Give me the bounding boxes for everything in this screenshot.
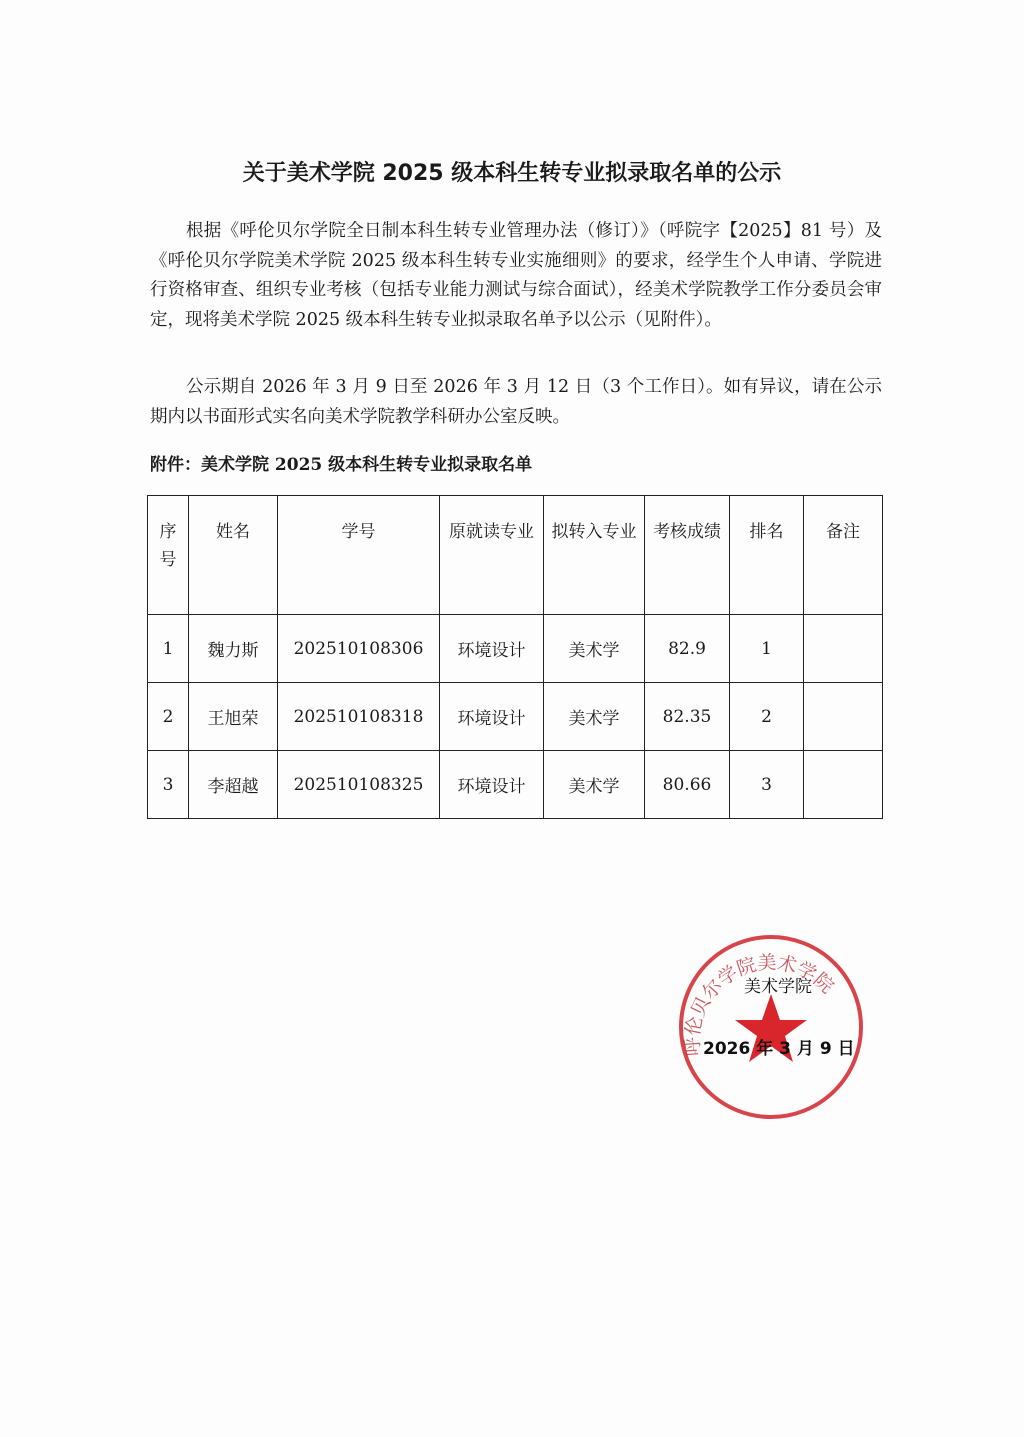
cell-target-major: 美术学: [544, 683, 645, 751]
cell-remarks: [804, 615, 883, 683]
header-student-id: 学号: [278, 496, 440, 615]
attachment-label: 附件：美术学院 2025 级本科生转专业拟录取名单: [150, 455, 533, 475]
cell-index: 2: [148, 683, 189, 751]
header-score: 考核成绩: [645, 496, 730, 615]
cell-original-major: 环境设计: [440, 683, 544, 751]
paragraph-basis: 根据《呼伦贝尔学院全日制本科生转专业管理办法（修订）》（呼院字【2025】81 号）及《呼伦贝尔学院美术学院 2025 级本科生转专业实施细则》的要求，经学生个人申请、学院进行资格审查、组织专业考核（包括专业能力测试与综合面试），经美术学院教学工作分委员会审定，现将美术学院 2025 级本科生转专业拟录取名单予以公示（见附件）。: [150, 221, 882, 330]
table-row: [148, 751, 883, 819]
page-title: 关于美术学院 2025 级本科生转专业拟录取名单的公示: [242, 161, 782, 186]
cell-rank: 3: [730, 751, 804, 819]
signature-date: 2026 年 3 月 9 日: [703, 1039, 855, 1059]
cell-name: 李超越: [189, 751, 278, 819]
official-seal: [676, 932, 866, 1122]
header-rank: 排名: [730, 496, 804, 615]
table-header-row: [148, 496, 883, 615]
header-name: 姓名: [189, 496, 278, 615]
header-remarks: 备注: [804, 496, 883, 615]
cell-name: 王旭荣: [189, 683, 278, 751]
cell-student-id: 202510108318: [278, 683, 440, 751]
table-row: [148, 615, 883, 683]
seal-text: 呼伦贝尔学院美术学院: [681, 951, 838, 1057]
cell-rank: 2: [730, 683, 804, 751]
paragraph-period: 公示期自 2026 年 3 月 9 日至 2026 年 3 月 12 日（3 个工作日）。如有异议，请在公示期内以书面形式实名向美术学院教学科研办公室反映。: [150, 377, 882, 427]
cell-index: 1: [148, 615, 189, 683]
cell-index: 3: [148, 751, 189, 819]
cell-student-id: 202510108325: [278, 751, 440, 819]
signature-org: 美术学院: [744, 977, 812, 997]
cell-score: 80.66: [645, 751, 730, 819]
cell-original-major: 环境设计: [440, 615, 544, 683]
cell-rank: 1: [730, 615, 804, 683]
table-row: [148, 683, 883, 751]
header-target-major: 拟转入专业: [544, 496, 645, 615]
cell-name: 魏力斯: [189, 615, 278, 683]
cell-remarks: [804, 683, 883, 751]
header-index: 序号: [148, 496, 189, 615]
cell-remarks: [804, 751, 883, 819]
cell-target-major: 美术学: [544, 751, 645, 819]
cell-original-major: 环境设计: [440, 751, 544, 819]
header-original-major: 原就读专业: [440, 496, 544, 615]
admission-table: [147, 495, 883, 819]
cell-student-id: 202510108306: [278, 615, 440, 683]
cell-target-major: 美术学: [544, 615, 645, 683]
cell-score: 82.9: [645, 615, 730, 683]
cell-score: 82.35: [645, 683, 730, 751]
